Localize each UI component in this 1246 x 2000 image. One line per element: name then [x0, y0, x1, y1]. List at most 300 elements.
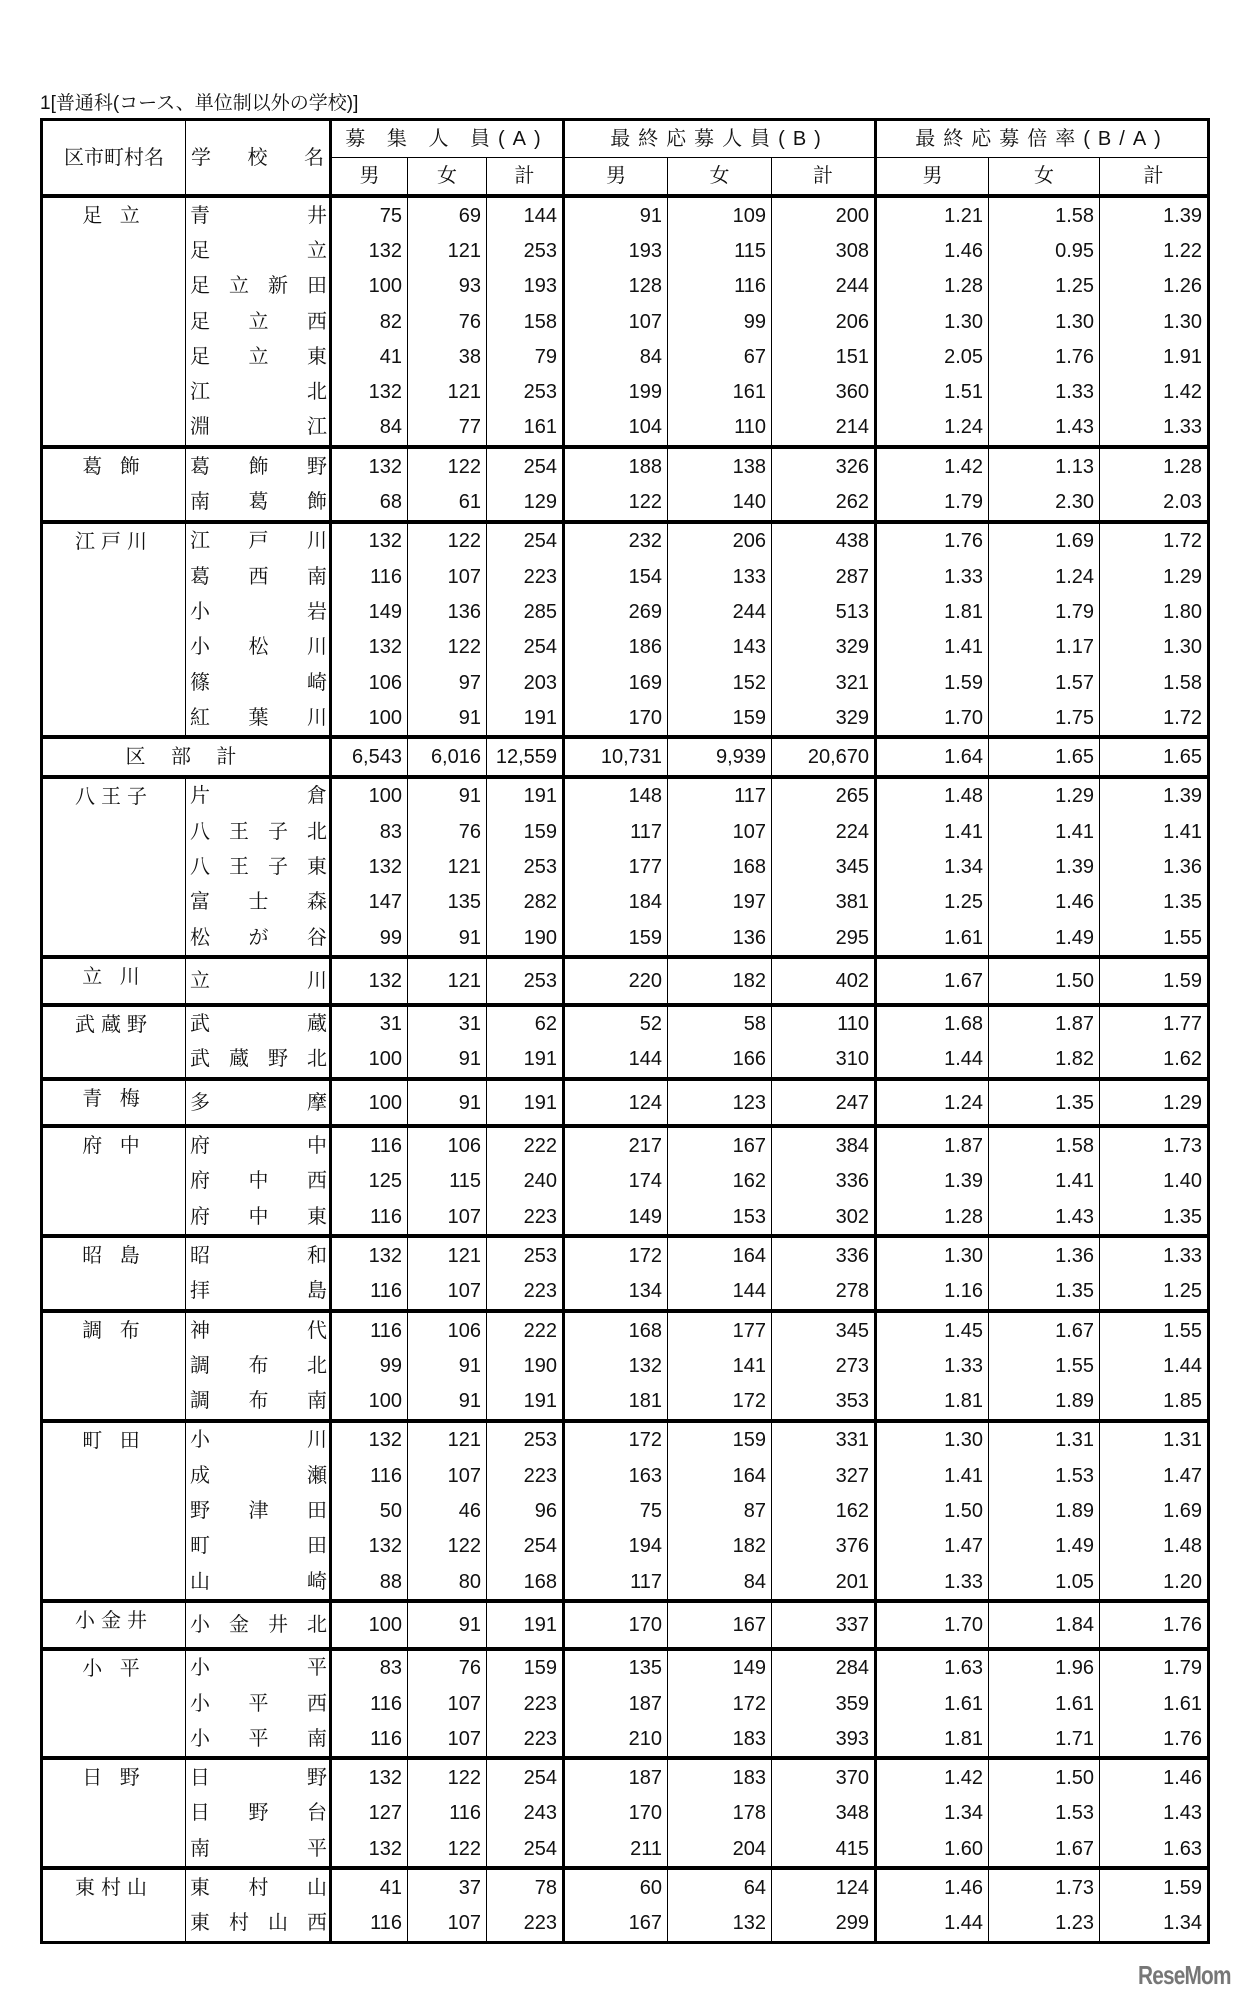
ratio-female: 1.87: [989, 1005, 1100, 1042]
ratio-male: 1.34: [876, 849, 989, 884]
subtotal-ratio-total: 1.65: [1100, 737, 1209, 776]
ratio-total: 1.55: [1100, 920, 1209, 957]
capacity-total: 193: [487, 269, 564, 304]
applicants-total: 321: [772, 665, 876, 700]
capacity-male: 83: [331, 1649, 408, 1686]
district-name: 武蔵野: [42, 1005, 186, 1080]
ratio-total: 1.47: [1100, 1458, 1209, 1493]
ratio-female: 1.50: [989, 1758, 1100, 1795]
applicants-female: 204: [668, 1831, 772, 1868]
ratio-male: 1.47: [876, 1529, 989, 1564]
table-row: [42, 1042, 1209, 1079]
applicants-female: 143: [668, 630, 772, 665]
capacity-total: 96: [487, 1493, 564, 1528]
ratio-male: 1.76: [876, 522, 989, 559]
ratio-male: 1.41: [876, 814, 989, 849]
ratio-total: 1.63: [1100, 1831, 1209, 1868]
applicants-male: 122: [564, 484, 668, 521]
applicants-female: 164: [668, 1236, 772, 1273]
ratio-female: 1.76: [989, 339, 1100, 374]
ratio-female: 1.89: [989, 1493, 1100, 1528]
table-row: [42, 1868, 1209, 1905]
capacity-male: 132: [331, 1831, 408, 1868]
applicants-male: 128: [564, 269, 668, 304]
capacity-total: 253: [487, 374, 564, 409]
ratio-female: 1.75: [989, 700, 1100, 737]
district-name: 江戸川: [42, 522, 186, 738]
ratio-total: 1.58: [1100, 665, 1209, 700]
table-row: [42, 1348, 1209, 1383]
ratio-total: 1.35: [1100, 885, 1209, 920]
subtotal-applicants-female: 9,939: [668, 737, 772, 776]
school-name: 江北: [186, 374, 331, 409]
table-row: [42, 594, 1209, 629]
table-row: [42, 1831, 1209, 1868]
applicants-total: 265: [772, 777, 876, 814]
capacity-total: 223: [487, 1721, 564, 1758]
applicants-female: 140: [668, 484, 772, 521]
applicants-female: 197: [668, 885, 772, 920]
table-row: [42, 410, 1209, 447]
ratio-female: 1.46: [989, 885, 1100, 920]
capacity-female: 121: [408, 849, 487, 884]
capacity-female: 121: [408, 374, 487, 409]
capacity-male: 132: [331, 849, 408, 884]
applicants-total: 299: [772, 1906, 876, 1943]
capacity-female: 107: [408, 1721, 487, 1758]
capacity-female: 61: [408, 484, 487, 521]
ratio-total: 1.25: [1100, 1274, 1209, 1311]
applicants-male: 210: [564, 1721, 668, 1758]
table-row: [42, 1458, 1209, 1493]
applicants-female: 138: [668, 447, 772, 484]
school-name: 立川: [186, 957, 331, 1004]
ratio-male: 1.46: [876, 233, 989, 268]
district-name: 府 中: [42, 1126, 186, 1236]
applicants-female: 206: [668, 522, 772, 559]
applicants-female: 159: [668, 1421, 772, 1458]
school-name: 小金井北: [186, 1601, 331, 1648]
applicants-female: 141: [668, 1348, 772, 1383]
applicants-male: 220: [564, 957, 668, 1004]
ratio-total: 1.73: [1100, 1126, 1209, 1163]
school-name: 足立: [186, 233, 331, 268]
ratio-female: 1.53: [989, 1796, 1100, 1831]
table-row: [42, 849, 1209, 884]
applicants-total: 284: [772, 1649, 876, 1686]
ratio-total: 1.55: [1100, 1311, 1209, 1348]
applicants-female: 117: [668, 777, 772, 814]
ratio-female: 0.95: [989, 233, 1100, 268]
applicants-male: 149: [564, 1199, 668, 1236]
applicants-total: 224: [772, 814, 876, 849]
applicants-male: 168: [564, 1311, 668, 1348]
applicants-female: 133: [668, 559, 772, 594]
capacity-female: 37: [408, 1868, 487, 1905]
capacity-female: 93: [408, 269, 487, 304]
subtotal-applicants-total: 20,670: [772, 737, 876, 776]
ratio-female: 2.30: [989, 484, 1100, 521]
applicants-total: 381: [772, 885, 876, 920]
applicants-total: 331: [772, 1421, 876, 1458]
capacity-male: 116: [331, 1311, 408, 1348]
applicants-total: 262: [772, 484, 876, 521]
school-name: 小岩: [186, 594, 331, 629]
ratio-male: 1.50: [876, 1493, 989, 1528]
ratio-male: 1.41: [876, 630, 989, 665]
capacity-male: 100: [331, 1601, 408, 1648]
applicants-total: 329: [772, 700, 876, 737]
applicants-male: 177: [564, 849, 668, 884]
capacity-female: 80: [408, 1564, 487, 1601]
capacity-male: 99: [331, 1348, 408, 1383]
capacity-male: 100: [331, 1042, 408, 1079]
ratio-male: 1.30: [876, 1236, 989, 1273]
applicants-male: 188: [564, 447, 668, 484]
ratio-total: 1.39: [1100, 777, 1209, 814]
capacity-total: 223: [487, 1906, 564, 1943]
capacity-male: 82: [331, 304, 408, 339]
header-applicants-total: 計: [772, 158, 876, 197]
school-name: 小平西: [186, 1686, 331, 1721]
ratio-total: 1.28: [1100, 447, 1209, 484]
subtotal-ratio-male: 1.64: [876, 737, 989, 776]
capacity-female: 121: [408, 957, 487, 1004]
header-ratio-female: 女: [989, 158, 1100, 197]
table-row: [42, 1421, 1209, 1458]
capacity-total: 79: [487, 339, 564, 374]
ratio-total: 1.43: [1100, 1796, 1209, 1831]
table-row: [42, 522, 1209, 559]
capacity-female: 136: [408, 594, 487, 629]
applicants-female: 177: [668, 1311, 772, 1348]
school-name: 東村山: [186, 1868, 331, 1905]
header-district: 区市町村名: [42, 120, 186, 197]
ratio-male: 1.61: [876, 1686, 989, 1721]
table-row: [42, 559, 1209, 594]
ratio-female: 1.39: [989, 849, 1100, 884]
applicants-total: 329: [772, 630, 876, 665]
capacity-total: 190: [487, 1348, 564, 1383]
capacity-female: 91: [408, 1042, 487, 1079]
ratio-male: 1.33: [876, 1348, 989, 1383]
ratio-male: 1.33: [876, 559, 989, 594]
capacity-male: 125: [331, 1164, 408, 1199]
table-row: [42, 374, 1209, 409]
district-name: 立 川: [42, 957, 186, 1004]
applicants-male: 84: [564, 339, 668, 374]
ratio-female: 1.29: [989, 777, 1100, 814]
header-capacity-total: 計: [487, 158, 564, 197]
applicants-male: 232: [564, 522, 668, 559]
table-row: [42, 1005, 1209, 1042]
ratio-male: 1.81: [876, 1721, 989, 1758]
header-capacity: 募 集 人 員(A): [331, 120, 564, 158]
ratio-male: 1.42: [876, 447, 989, 484]
table-row: [42, 304, 1209, 339]
ratio-total: 1.62: [1100, 1042, 1209, 1079]
applicants-male: 269: [564, 594, 668, 629]
capacity-total: 254: [487, 447, 564, 484]
applicants-total: 415: [772, 1831, 876, 1868]
ratio-total: 1.77: [1100, 1005, 1209, 1042]
applicants-male: 52: [564, 1005, 668, 1042]
capacity-female: 77: [408, 410, 487, 447]
capacity-female: 122: [408, 630, 487, 665]
applicants-male: 117: [564, 814, 668, 849]
ratio-total: 1.26: [1100, 269, 1209, 304]
table-row: [42, 447, 1209, 484]
table-row: [42, 665, 1209, 700]
applicants-female: 168: [668, 849, 772, 884]
applicants-female: 107: [668, 814, 772, 849]
ratio-female: 1.43: [989, 410, 1100, 447]
applicants-male: 170: [564, 1796, 668, 1831]
ratio-female: 1.43: [989, 1199, 1100, 1236]
ratio-female: 1.50: [989, 957, 1100, 1004]
ratio-female: 1.17: [989, 630, 1100, 665]
school-name: 足立東: [186, 339, 331, 374]
subtotal-capacity-total: 12,559: [487, 737, 564, 776]
school-name: 南葛飾: [186, 484, 331, 521]
school-name: 府中西: [186, 1164, 331, 1199]
capacity-total: 253: [487, 957, 564, 1004]
school-name: 小平: [186, 1649, 331, 1686]
table-row: [42, 269, 1209, 304]
header-applicants-male: 男: [564, 158, 668, 197]
school-name: 武蔵: [186, 1005, 331, 1042]
capacity-total: 223: [487, 1274, 564, 1311]
applicants-total: 124: [772, 1868, 876, 1905]
capacity-female: 121: [408, 1236, 487, 1273]
ratio-female: 1.25: [989, 269, 1100, 304]
school-name: 葛西南: [186, 559, 331, 594]
school-name: 町田: [186, 1529, 331, 1564]
applicants-female: 84: [668, 1564, 772, 1601]
ratio-female: 1.53: [989, 1458, 1100, 1493]
school-name: 葛飾野: [186, 447, 331, 484]
applicants-total: 353: [772, 1384, 876, 1421]
applicants-total: 302: [772, 1199, 876, 1236]
capacity-male: 116: [331, 1199, 408, 1236]
ratio-total: 1.30: [1100, 630, 1209, 665]
ratio-total: 1.29: [1100, 559, 1209, 594]
applicants-total: 278: [772, 1274, 876, 1311]
header-ratio-total: 計: [1100, 158, 1209, 197]
capacity-male: 116: [331, 1906, 408, 1943]
ratio-total: 1.34: [1100, 1906, 1209, 1943]
capacity-male: 84: [331, 410, 408, 447]
ratio-male: 2.05: [876, 339, 989, 374]
applicants-female: 153: [668, 1199, 772, 1236]
ratio-total: 1.44: [1100, 1348, 1209, 1383]
school-name: 小平南: [186, 1721, 331, 1758]
table-row: [42, 339, 1209, 374]
applicants-male: 117: [564, 1564, 668, 1601]
ratio-total: 1.72: [1100, 700, 1209, 737]
applicants-female: 172: [668, 1384, 772, 1421]
capacity-total: 282: [487, 885, 564, 920]
applicants-female: 161: [668, 374, 772, 409]
ratio-male: 1.60: [876, 1831, 989, 1868]
ratio-male: 1.30: [876, 1421, 989, 1458]
ratio-total: 1.33: [1100, 1236, 1209, 1273]
applicants-male: 172: [564, 1236, 668, 1273]
ratio-total: 1.85: [1100, 1384, 1209, 1421]
applicants-male: 148: [564, 777, 668, 814]
header-ratio-male: 男: [876, 158, 989, 197]
district-name: 八王子: [42, 777, 186, 957]
table-row: [42, 1649, 1209, 1686]
capacity-male: 132: [331, 630, 408, 665]
applicants-female: 162: [668, 1164, 772, 1199]
ratio-male: 1.68: [876, 1005, 989, 1042]
applicants-male: 135: [564, 1649, 668, 1686]
capacity-total: 191: [487, 1079, 564, 1126]
ratio-female: 1.49: [989, 920, 1100, 957]
applicants-male: 199: [564, 374, 668, 409]
applicants-total: 348: [772, 1796, 876, 1831]
capacity-total: 159: [487, 1649, 564, 1686]
ratio-male: 1.44: [876, 1042, 989, 1079]
ratio-male: 1.63: [876, 1649, 989, 1686]
capacity-total: 222: [487, 1126, 564, 1163]
table-row: [42, 957, 1209, 1004]
capacity-male: 116: [331, 1721, 408, 1758]
school-name: 松が谷: [186, 920, 331, 957]
applicants-male: 193: [564, 233, 668, 268]
applicants-total: 327: [772, 1458, 876, 1493]
school-name: 紅葉川: [186, 700, 331, 737]
applicants-total: 438: [772, 522, 876, 559]
district-name: 東村山: [42, 1868, 186, 1942]
capacity-female: 106: [408, 1126, 487, 1163]
capacity-female: 121: [408, 233, 487, 268]
table-row: [42, 700, 1209, 737]
ratio-total: 1.91: [1100, 339, 1209, 374]
capacity-female: 46: [408, 1493, 487, 1528]
capacity-female: 135: [408, 885, 487, 920]
ratio-female: 1.36: [989, 1236, 1100, 1273]
applicants-male: 104: [564, 410, 668, 447]
ratio-female: 1.58: [989, 1126, 1100, 1163]
capacity-female: 91: [408, 1348, 487, 1383]
applicants-female: 183: [668, 1758, 772, 1795]
capacity-male: 31: [331, 1005, 408, 1042]
ratio-total: 1.42: [1100, 374, 1209, 409]
applicants-male: 132: [564, 1348, 668, 1383]
capacity-female: 76: [408, 304, 487, 339]
capacity-male: 147: [331, 885, 408, 920]
table-row: [42, 484, 1209, 521]
ratio-male: 1.21: [876, 196, 989, 233]
capacity-female: 122: [408, 1831, 487, 1868]
ratio-male: 1.28: [876, 269, 989, 304]
capacity-female: 107: [408, 1199, 487, 1236]
ratio-male: 1.28: [876, 1199, 989, 1236]
ratio-total: 1.30: [1100, 304, 1209, 339]
capacity-male: 50: [331, 1493, 408, 1528]
table-row: [42, 814, 1209, 849]
capacity-male: 127: [331, 1796, 408, 1831]
applicants-female: 167: [668, 1126, 772, 1163]
applicants-total: 200: [772, 196, 876, 233]
ratio-female: 1.35: [989, 1274, 1100, 1311]
table-row: [42, 1274, 1209, 1311]
capacity-total: 253: [487, 849, 564, 884]
school-name: 南平: [186, 1831, 331, 1868]
ratio-total: 2.03: [1100, 484, 1209, 521]
applicants-female: 116: [668, 269, 772, 304]
capacity-male: 116: [331, 1126, 408, 1163]
ratio-female: 1.41: [989, 814, 1100, 849]
applicants-female: 182: [668, 957, 772, 1004]
applicants-male: 172: [564, 1421, 668, 1458]
capacity-male: 41: [331, 1868, 408, 1905]
header-ratio: 最終応募倍率(B/A): [876, 120, 1209, 158]
subtotal-label: 区 部 計: [42, 737, 331, 776]
ratio-female: 1.41: [989, 1164, 1100, 1199]
applicants-male: 174: [564, 1164, 668, 1199]
table-row: [42, 1384, 1209, 1421]
applicants-male: 184: [564, 885, 668, 920]
ratio-total: 1.48: [1100, 1529, 1209, 1564]
capacity-female: 122: [408, 522, 487, 559]
applicants-female: 178: [668, 1796, 772, 1831]
ratio-male: 1.34: [876, 1796, 989, 1831]
ratio-male: 1.48: [876, 777, 989, 814]
ratio-total: 1.40: [1100, 1164, 1209, 1199]
ratio-total: 1.41: [1100, 814, 1209, 849]
subtotal-applicants-male: 10,731: [564, 737, 668, 776]
table-body: [42, 196, 1209, 1942]
applicants-female: 132: [668, 1906, 772, 1943]
capacity-male: 116: [331, 1274, 408, 1311]
ratio-male: 1.81: [876, 1384, 989, 1421]
applicants-total: 336: [772, 1164, 876, 1199]
table-row: [42, 1236, 1209, 1273]
applicants-male: 170: [564, 1601, 668, 1648]
school-name: 小川: [186, 1421, 331, 1458]
applicants-total: 310: [772, 1042, 876, 1079]
capacity-male: 106: [331, 665, 408, 700]
ratio-male: 1.51: [876, 374, 989, 409]
ratio-male: 1.33: [876, 1564, 989, 1601]
capacity-total: 285: [487, 594, 564, 629]
capacity-male: 116: [331, 1686, 408, 1721]
capacity-total: 223: [487, 1199, 564, 1236]
capacity-female: 31: [408, 1005, 487, 1042]
ratio-total: 1.59: [1100, 957, 1209, 1004]
capacity-female: 76: [408, 814, 487, 849]
table-row: [42, 1564, 1209, 1601]
ratio-male: 1.67: [876, 957, 989, 1004]
table-row: [42, 1126, 1209, 1163]
capacity-total: 254: [487, 1831, 564, 1868]
district-name: 葛 飾: [42, 447, 186, 522]
applicants-total: 359: [772, 1686, 876, 1721]
capacity-total: 254: [487, 522, 564, 559]
capacity-total: 159: [487, 814, 564, 849]
capacity-female: 122: [408, 1529, 487, 1564]
applicants-female: 172: [668, 1686, 772, 1721]
capacity-male: 41: [331, 339, 408, 374]
school-name: 成瀬: [186, 1458, 331, 1493]
header-capacity-female: 女: [408, 158, 487, 197]
applicants-female: 182: [668, 1529, 772, 1564]
table-row: [42, 1493, 1209, 1528]
ratio-total: 1.22: [1100, 233, 1209, 268]
